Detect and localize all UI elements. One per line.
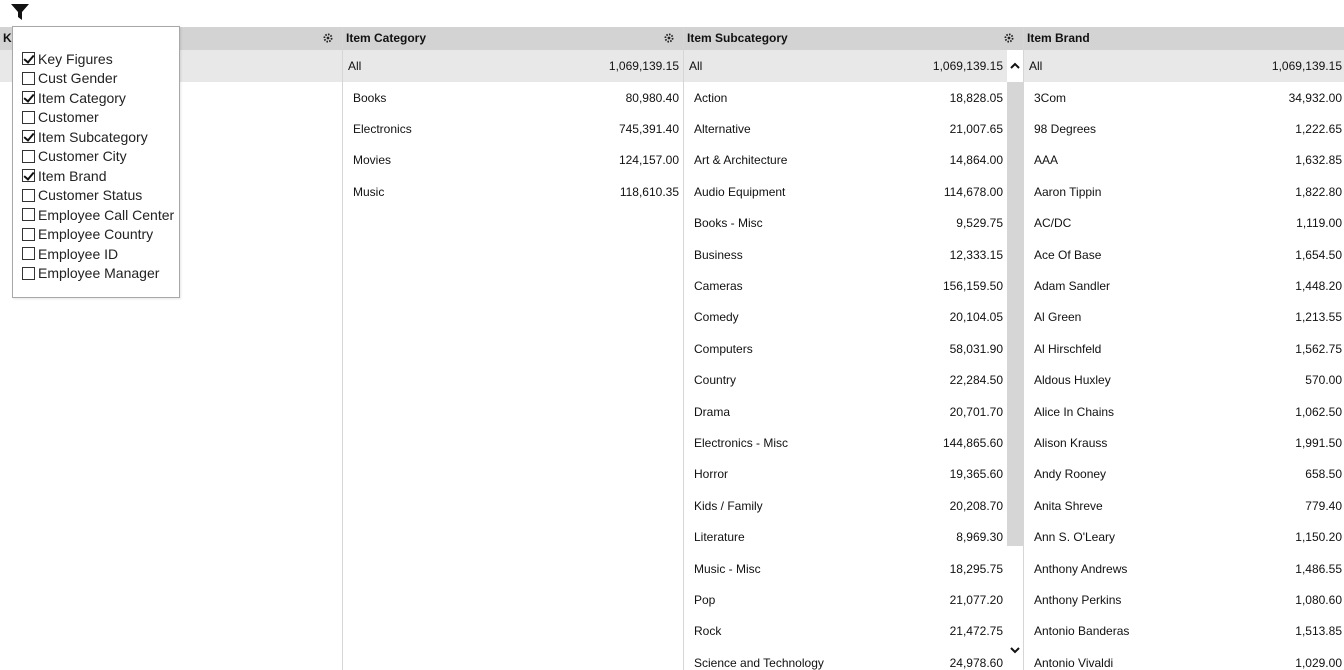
gear-icon[interactable] [663, 32, 675, 44]
list-item-label: Anthony Andrews [1034, 561, 1128, 576]
list-item-label: AAA [1034, 153, 1059, 168]
list-item-value: 1,069,139.15 [608, 59, 679, 73]
list-item-value: 1,069,139.15 [1271, 59, 1342, 73]
checkbox[interactable] [22, 111, 35, 124]
list-item-label: Movies [353, 153, 392, 168]
list-item[interactable] [343, 145, 683, 176]
field-picker-label: Item Brand [38, 167, 107, 184]
list-item[interactable] [1024, 459, 1344, 490]
field-picker-label: Employee Manager [38, 265, 160, 282]
list-item-label: Books - Misc [694, 216, 763, 231]
field-picker-item[interactable] [13, 127, 179, 147]
gear-icon[interactable] [1003, 32, 1015, 44]
list-item[interactable] [684, 396, 1007, 427]
list-item-label: Alice In Chains [1034, 404, 1115, 419]
column-rows [1024, 50, 1344, 670]
field-picker-label: Employee ID [38, 245, 119, 262]
filter-icon[interactable] [10, 3, 30, 21]
list-item[interactable] [343, 176, 683, 207]
list-item-value: 1,222.65 [1295, 122, 1342, 137]
checkbox[interactable] [22, 52, 35, 65]
list-item-label: Antonio Banderas [1034, 624, 1130, 639]
field-picker-item[interactable] [13, 166, 179, 186]
field-picker-item[interactable] [13, 225, 179, 245]
list-item-label: Art & Architecture [694, 153, 788, 168]
list-item[interactable] [343, 113, 683, 144]
toolbar [0, 0, 1344, 26]
list-item-label: Antonio Vivaldi [1034, 655, 1114, 670]
checkbox[interactable] [22, 150, 35, 163]
field-picker-label: Customer Status [38, 187, 143, 204]
list-item-value: 779.40 [1305, 498, 1342, 513]
list-item[interactable] [1024, 616, 1344, 647]
list-item-label: 3Com [1034, 90, 1067, 105]
column-header-item-subcategory[interactable] [684, 27, 1023, 50]
list-item[interactable] [1024, 427, 1344, 458]
list-item[interactable] [1024, 82, 1344, 113]
field-picker-label: Item Category [38, 89, 126, 106]
field-picker-label: Key Figures [38, 50, 113, 67]
list-item-value: 1,448.20 [1295, 279, 1342, 294]
list-item-value: 570.00 [1305, 373, 1342, 388]
list-item-value: 58,031.90 [949, 341, 1003, 356]
chevron-down-icon[interactable] [1009, 644, 1021, 656]
field-picker-item[interactable] [13, 264, 179, 284]
field-picker-label: Employee Country [38, 226, 154, 243]
list-item-label: Aaron Tippin [1034, 184, 1102, 199]
list-item-label: 98 Degrees [1034, 122, 1097, 137]
list-item-value: 1,080.60 [1295, 592, 1342, 607]
scrollbar-thumb[interactable] [1007, 82, 1023, 546]
list-item[interactable] [684, 490, 1007, 521]
column-header-label: Item Brand [1027, 31, 1090, 45]
list-item-value: 21,472.75 [949, 624, 1003, 639]
list-item[interactable] [684, 616, 1007, 647]
list-item[interactable] [1024, 302, 1344, 333]
field-picker-item[interactable] [13, 186, 179, 206]
checkbox[interactable] [22, 208, 35, 221]
list-item[interactable] [1024, 647, 1344, 670]
field-picker-item[interactable] [13, 147, 179, 167]
list-item-value: 144,865.60 [942, 435, 1003, 450]
list-item-label: Audio Equipment [694, 184, 786, 199]
column-header-item-brand[interactable] [1024, 27, 1344, 50]
list-item[interactable] [1024, 365, 1344, 396]
field-picker-label: Customer [38, 109, 99, 126]
list-item-value: 14,864.00 [949, 153, 1003, 168]
list-item-value: 1,632.85 [1295, 153, 1342, 168]
list-item-label: Comedy [694, 310, 739, 325]
list-item-label: Cameras [694, 279, 743, 294]
column-header-label: Item Category [346, 31, 427, 45]
column-item-brand [1024, 27, 1344, 670]
list-item[interactable] [684, 302, 1007, 333]
list-item[interactable] [684, 239, 1007, 270]
list-item-value: 1,562.75 [1295, 341, 1342, 356]
checkbox[interactable] [22, 72, 35, 85]
list-item-label: Anthony Perkins [1034, 592, 1122, 607]
list-item-label: All [1029, 59, 1043, 73]
list-item-value: 20,701.70 [949, 404, 1003, 419]
list-item-label: Books [353, 90, 387, 105]
vertical-scrollbar[interactable] [1007, 50, 1023, 670]
list-item[interactable] [1024, 176, 1344, 207]
checkbox[interactable] [22, 130, 35, 143]
list-item-value: 9,529.75 [956, 216, 1003, 231]
list-item-value: 1,029.00 [1295, 655, 1342, 670]
list-item[interactable] [1024, 145, 1344, 176]
list-item-label: Electronics [353, 122, 412, 137]
list-item-label: All [348, 59, 362, 73]
list-item-label: Anita Shreve [1034, 498, 1103, 513]
list-item[interactable] [1024, 239, 1344, 270]
list-item-label: Ace Of Base [1034, 247, 1102, 262]
list-item-label: Adam Sandler [1034, 279, 1111, 294]
field-picker-label: Employee Call Center [38, 206, 175, 223]
checkbox[interactable] [22, 228, 35, 241]
list-item-value: 18,295.75 [949, 561, 1003, 576]
list-item[interactable] [684, 270, 1007, 301]
list-item-label: Music - Misc [694, 561, 761, 576]
list-item-label: Science and Technology [694, 655, 824, 670]
field-picker-label: Customer City [38, 148, 127, 165]
list-item-all[interactable] [1024, 50, 1344, 82]
column-item-subcategory [684, 27, 1024, 670]
column-header-label: K [3, 31, 12, 45]
list-item[interactable] [684, 365, 1007, 396]
list-item[interactable] [684, 113, 1007, 144]
list-item-value: 745,391.40 [618, 122, 679, 137]
list-item-label: AC/DC [1034, 216, 1072, 231]
list-item-value: 20,104.05 [949, 310, 1003, 325]
column-item-category [343, 27, 684, 670]
list-item-value: 1,062.50 [1295, 404, 1342, 419]
list-item-value: 1,486.55 [1295, 561, 1342, 576]
list-item[interactable] [343, 82, 683, 113]
list-item-label: Andy Rooney [1034, 467, 1107, 482]
list-item-label: Ann S. O'Leary [1034, 530, 1115, 545]
list-item-value: 1,213.55 [1295, 310, 1342, 325]
field-picker-item[interactable] [13, 205, 179, 225]
list-item[interactable] [1024, 270, 1344, 301]
list-item-label: Aldous Huxley [1034, 373, 1111, 388]
chevron-up-icon[interactable] [1009, 60, 1021, 72]
list-item[interactable] [1024, 521, 1344, 552]
list-item-value: 156,159.50 [942, 279, 1003, 294]
column-rows [343, 50, 683, 670]
list-item-label: Business [694, 247, 743, 262]
list-item[interactable] [684, 333, 1007, 364]
list-item-value: 1,822.80 [1295, 184, 1342, 199]
list-item[interactable] [684, 553, 1007, 584]
field-picker-item[interactable] [13, 49, 179, 69]
column-rows [684, 50, 1007, 670]
list-item-value: 1,654.50 [1295, 247, 1342, 262]
list-item-label: Kids / Family [694, 498, 763, 513]
list-item-value: 24,978.60 [949, 655, 1003, 670]
list-item-label: Rock [694, 624, 722, 639]
list-item-value: 118,610.35 [619, 184, 679, 199]
list-item-value: 1,119.00 [1296, 216, 1342, 231]
list-item-label: Horror [694, 467, 729, 482]
list-item-label: All [689, 59, 703, 73]
list-item-value: 114,678.00 [943, 184, 1003, 199]
checkbox[interactable] [22, 91, 35, 104]
list-item[interactable] [684, 459, 1007, 490]
list-item-label: Drama [694, 404, 731, 419]
checkbox[interactable] [22, 189, 35, 202]
field-picker-label: Item Subcategory [38, 128, 148, 145]
list-item-value: 124,157.00 [618, 153, 679, 168]
list-item[interactable] [1024, 584, 1344, 615]
list-item[interactable] [1024, 333, 1344, 364]
list-item-value: 80,980.40 [625, 90, 679, 105]
column-header-label: Item Subcategory [687, 31, 788, 45]
list-item-value: 1,150.20 [1295, 530, 1342, 545]
list-item[interactable] [684, 427, 1007, 458]
list-item[interactable] [684, 584, 1007, 615]
list-item-value: 8,969.30 [956, 530, 1003, 545]
list-item-value: 658.50 [1305, 467, 1342, 482]
list-item-value: 1,991.50 [1295, 435, 1342, 450]
field-picker-label: Cust Gender [38, 70, 118, 87]
list-item-value: 20,208.70 [949, 498, 1003, 513]
checkbox[interactable] [22, 169, 35, 182]
list-item-label: Electronics - Misc [694, 435, 789, 450]
list-item[interactable] [1024, 113, 1344, 144]
list-item[interactable] [1024, 490, 1344, 521]
list-item-label: Pop [694, 592, 716, 607]
field-picker-item[interactable] [13, 108, 179, 128]
list-item-label: Alison Krauss [1034, 435, 1108, 450]
list-item-label: Action [694, 90, 728, 105]
list-item-label: Al Green [1034, 310, 1082, 325]
list-item[interactable] [684, 647, 1007, 670]
field-picker-item[interactable] [13, 244, 179, 264]
list-item-value: 34,932.00 [1288, 90, 1342, 105]
list-item-label: Music [353, 184, 385, 199]
field-picker-item[interactable] [13, 88, 179, 108]
list-item-label: Al Hirschfeld [1034, 341, 1102, 356]
list-item-label: Country [694, 373, 737, 388]
list-item-value: 21,007.65 [949, 122, 1003, 137]
list-item-value: 1,069,139.15 [932, 59, 1003, 73]
gear-icon[interactable] [322, 32, 334, 44]
list-item-value: 21,077.20 [949, 592, 1003, 607]
list-item-value: 18,828.05 [949, 90, 1003, 105]
list-item-all[interactable] [343, 50, 683, 82]
list-item[interactable] [684, 145, 1007, 176]
list-item-label: Alternative [694, 122, 751, 137]
checkbox[interactable] [22, 247, 35, 260]
list-item-all[interactable] [684, 50, 1007, 82]
list-item[interactable] [684, 176, 1007, 207]
checkbox[interactable] [22, 267, 35, 280]
list-item[interactable] [684, 82, 1007, 113]
field-picker-popup [12, 26, 180, 298]
list-item[interactable] [1024, 396, 1344, 427]
list-item[interactable] [1024, 208, 1344, 239]
column-header-item-category[interactable] [343, 27, 683, 50]
list-item-value: 22,284.50 [949, 373, 1003, 388]
list-item-value: 12,333.15 [949, 247, 1003, 262]
list-item-value: 1,513.85 [1295, 624, 1342, 639]
list-item[interactable] [1024, 553, 1344, 584]
field-picker-item[interactable] [13, 69, 179, 89]
list-item-label: Computers [694, 341, 753, 356]
list-item-value: 19,365.60 [949, 467, 1003, 482]
list-item[interactable] [684, 521, 1007, 552]
list-item[interactable] [684, 208, 1007, 239]
list-item-label: Literature [694, 530, 745, 545]
